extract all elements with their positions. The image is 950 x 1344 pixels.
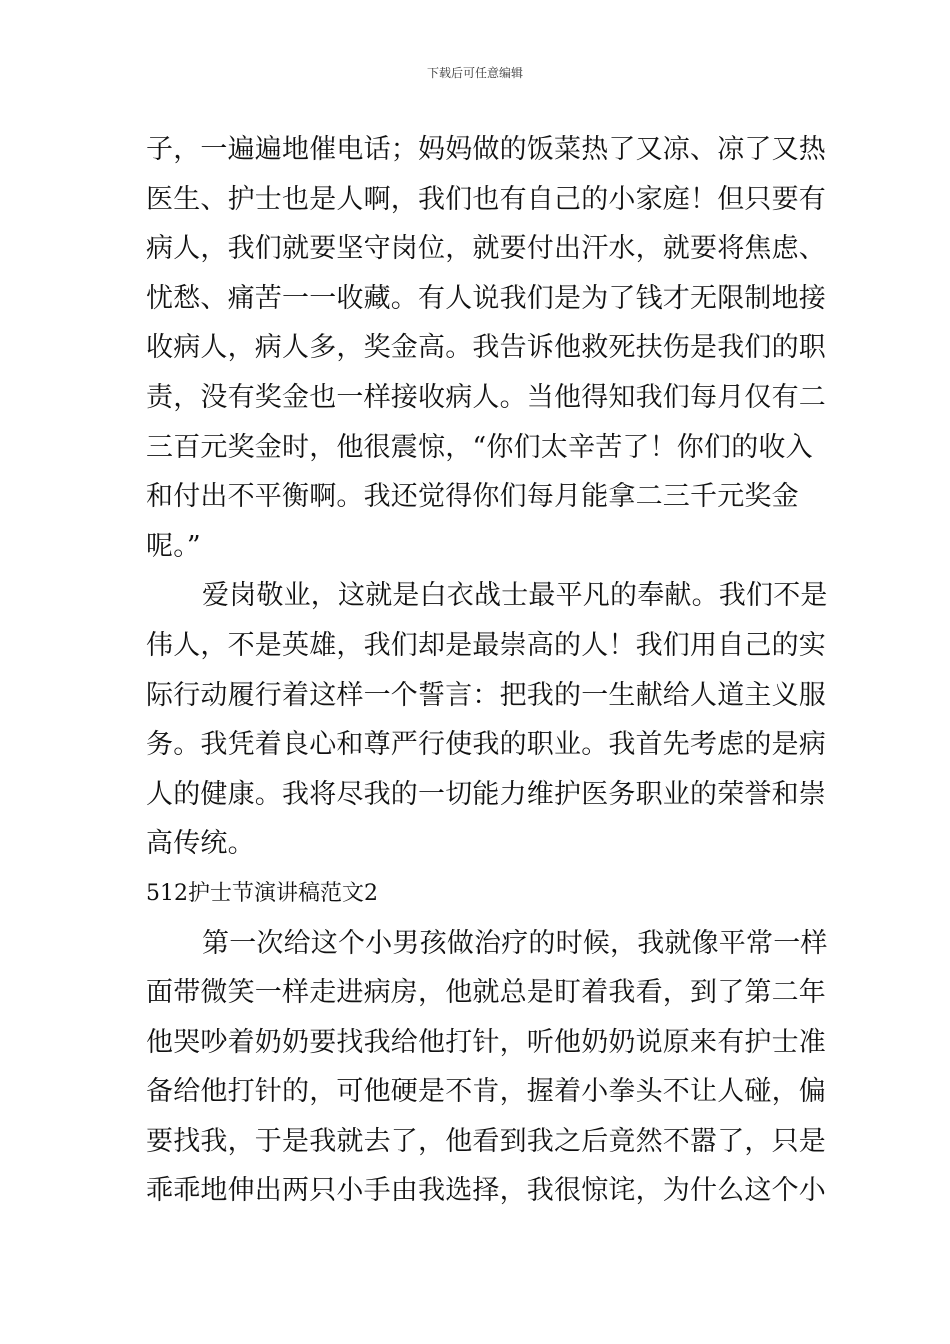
page-header: 下载后可任意编辑	[426, 66, 523, 80]
text-line: 伟人，不是英雄，我们却是最崇高的人！我们用自己的实	[146, 629, 826, 661]
document-body	[146, 125, 828, 1216]
section-heading: 512护士节演讲稿范文2	[146, 880, 378, 906]
text-line: 三百元奖金时，他很震惊，“你们太辛苦了！你们的收入	[146, 431, 813, 463]
text-line: 病人，我们就要坚守岗位，就要付出汗水，就要将焦虑、	[146, 233, 826, 265]
text-line: 忧愁、痛苦一一收藏。有人说我们是为了钱才无限制地接	[146, 282, 826, 314]
text-line: 他哭吵着奶奶要找我给他打针，听他奶奶说原来有护士准	[146, 1026, 826, 1058]
text-line: 际行动履行着这样一个誓言：把我的一生献给人道主义服	[146, 679, 826, 711]
text-line: 乖乖地伸出两只小手由我选择，我很惊诧，为什么这个小	[146, 1175, 826, 1207]
text-line: 和付出不平衡啊。我还觉得你们每月能拿二三千元奖金	[146, 481, 799, 513]
text-line: 高传统。	[146, 828, 255, 860]
text-line: 子，一遍遍地催电话；妈妈做的饭菜热了又凉、凉了又热	[146, 134, 826, 165]
paragraph-start-line: 第一次给这个小男孩做治疗的时候，我就像平常一样	[202, 927, 828, 959]
text-line: 人的健康。我将尽我的一切能力维护医务职业的荣誉和崇	[146, 778, 826, 810]
text-line: 医生、护士也是人啊，我们也有自己的小家庭！但只要有	[146, 183, 826, 215]
text-line: 务。我凭着良心和尊严行使我的职业。我首先考虑的是病	[146, 729, 826, 761]
text-line: 面带微笑一样走进病房，他就总是盯着我看，到了第二年	[146, 977, 826, 1009]
text-line: 收病人，病人多，奖金高。我告诉他救死扶伤是我们的职	[146, 332, 826, 364]
text-line: 备给他打针的，可他硬是不肯，握着小拳头不让人碰，偏	[146, 1076, 826, 1108]
text-line: 责，没有奖金也一样接收病人。当他得知我们每月仅有二	[146, 381, 826, 413]
text-line: 呢。”	[146, 530, 201, 562]
paragraph-start-line: 爱岗敬业，这就是白衣战士最平凡的奉献。我们不是	[202, 580, 828, 612]
text-line: 要找我，于是我就去了，他看到我之后竟然不嚣了，只是	[146, 1125, 826, 1157]
